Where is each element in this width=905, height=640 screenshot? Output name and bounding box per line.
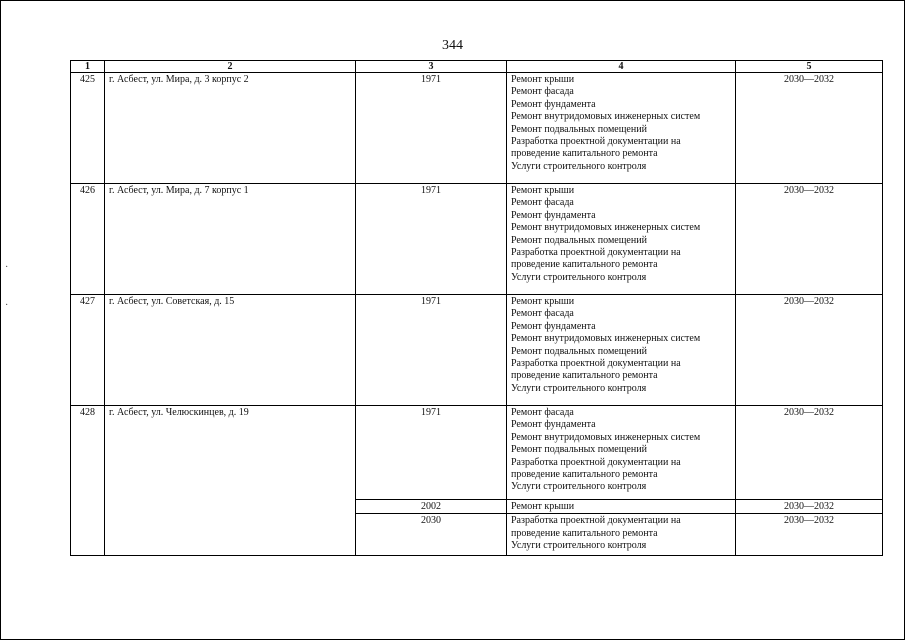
work-item: Услуги строительного контроля: [511, 160, 647, 172]
table-row: [71, 295, 883, 406]
work-item: Разработка проектной документации на проведение капитального ремонта: [511, 456, 681, 481]
row-number: 428: [71, 406, 105, 556]
work-item: Ремонт внутридомовых инженерных систем: [511, 431, 701, 443]
work-item: Ремонт подвальных помещений: [511, 345, 647, 357]
work-item: Ремонт крыши: [511, 296, 575, 307]
work-item: Ремонт крыши: [511, 74, 575, 85]
table-row: [71, 406, 883, 500]
work-item: Услуги строительного контроля: [511, 382, 647, 394]
margin-mark: ·: [5, 300, 9, 311]
column-header-3: 3: [356, 61, 507, 73]
work-item: Ремонт подвальных помещений: [511, 444, 647, 456]
work-item: Разработка проектной документации на проведение капитального ремонта: [511, 136, 681, 160]
table-row: [71, 184, 883, 295]
period-cell: 2030—2032: [736, 73, 883, 184]
repair-schedule-table: [70, 60, 883, 556]
period-cell: 2030—2032: [736, 406, 883, 500]
year-cell: 2002: [356, 500, 507, 514]
page-number: 344: [442, 38, 463, 53]
column-header-5: 5: [736, 61, 883, 73]
works-cell: [507, 514, 736, 556]
work-item: Ремонт внутридомовых инженерных систем: [511, 111, 701, 123]
column-header-4: 4: [507, 61, 736, 73]
work-item: Ремонт подвальных помещений: [511, 234, 647, 246]
row-number: 425: [71, 73, 105, 184]
table-row: [71, 73, 883, 184]
column-header-1: 1: [71, 61, 105, 73]
work-item: Ремонт крыши: [511, 185, 575, 196]
address-cell: г. Асбест, ул. Советская, д. 15: [105, 295, 356, 406]
work-item: Ремонт фундамента: [511, 209, 596, 221]
work-item: Ремонт внутридомовых инженерных систем: [511, 222, 701, 234]
work-item: Услуги строительного контроля: [511, 481, 647, 493]
address-cell: г. Асбест, ул. Мира, д. 7 корпус 1: [105, 184, 356, 295]
period-cell: 2030—2032: [736, 514, 883, 556]
column-header-2: 2: [105, 61, 356, 73]
work-item: Ремонт фасада: [511, 86, 574, 98]
works-cell: [507, 295, 736, 406]
period-cell: 2030—2032: [736, 500, 883, 514]
works-cell: [507, 184, 736, 295]
year-cell: 1971: [356, 73, 507, 184]
row-number: 427: [71, 295, 105, 406]
address-cell: г. Асбест, ул. Мира, д. 3 корпус 2: [105, 73, 356, 184]
period-cell: 2030—2032: [736, 295, 883, 406]
work-item: Ремонт подвальных помещений: [511, 123, 647, 135]
work-item: Разработка проектной документации на проведение капитального ремонта: [511, 358, 681, 382]
margin-mark: ·: [5, 262, 9, 273]
works-cell: [507, 500, 736, 514]
row-number: 426: [71, 184, 105, 295]
work-item: Ремонт фундамента: [511, 320, 596, 332]
work-item: Ремонт внутридомовых инженерных систем: [511, 333, 701, 345]
year-cell: 1971: [356, 406, 507, 500]
work-item: Ремонт крыши: [511, 501, 575, 512]
year-cell: 2030: [356, 514, 507, 556]
work-item: Услуги строительного контроля: [511, 540, 647, 552]
work-item: Ремонт фундамента: [511, 419, 596, 431]
work-item: Разработка проектной документации на проведение капитального ремонта: [511, 247, 681, 271]
work-item: Ремонт фасада: [511, 197, 574, 209]
period-cell: 2030—2032: [736, 184, 883, 295]
work-item: Ремонт фасада: [511, 308, 574, 320]
address-cell: г. Асбест, ул. Челюскинцев, д. 19: [105, 406, 356, 556]
year-cell: 1971: [356, 184, 507, 295]
work-item: Услуги строительного контроля: [511, 271, 647, 283]
year-cell: 1971: [356, 295, 507, 406]
works-cell: [507, 73, 736, 184]
work-item: Ремонт фасада: [511, 407, 574, 418]
works-cell: [507, 406, 736, 500]
table-header-row: [71, 61, 883, 73]
work-item: Разработка проектной документации на проведение капитального ремонта: [511, 515, 681, 539]
work-item: Ремонт фундамента: [511, 98, 596, 110]
